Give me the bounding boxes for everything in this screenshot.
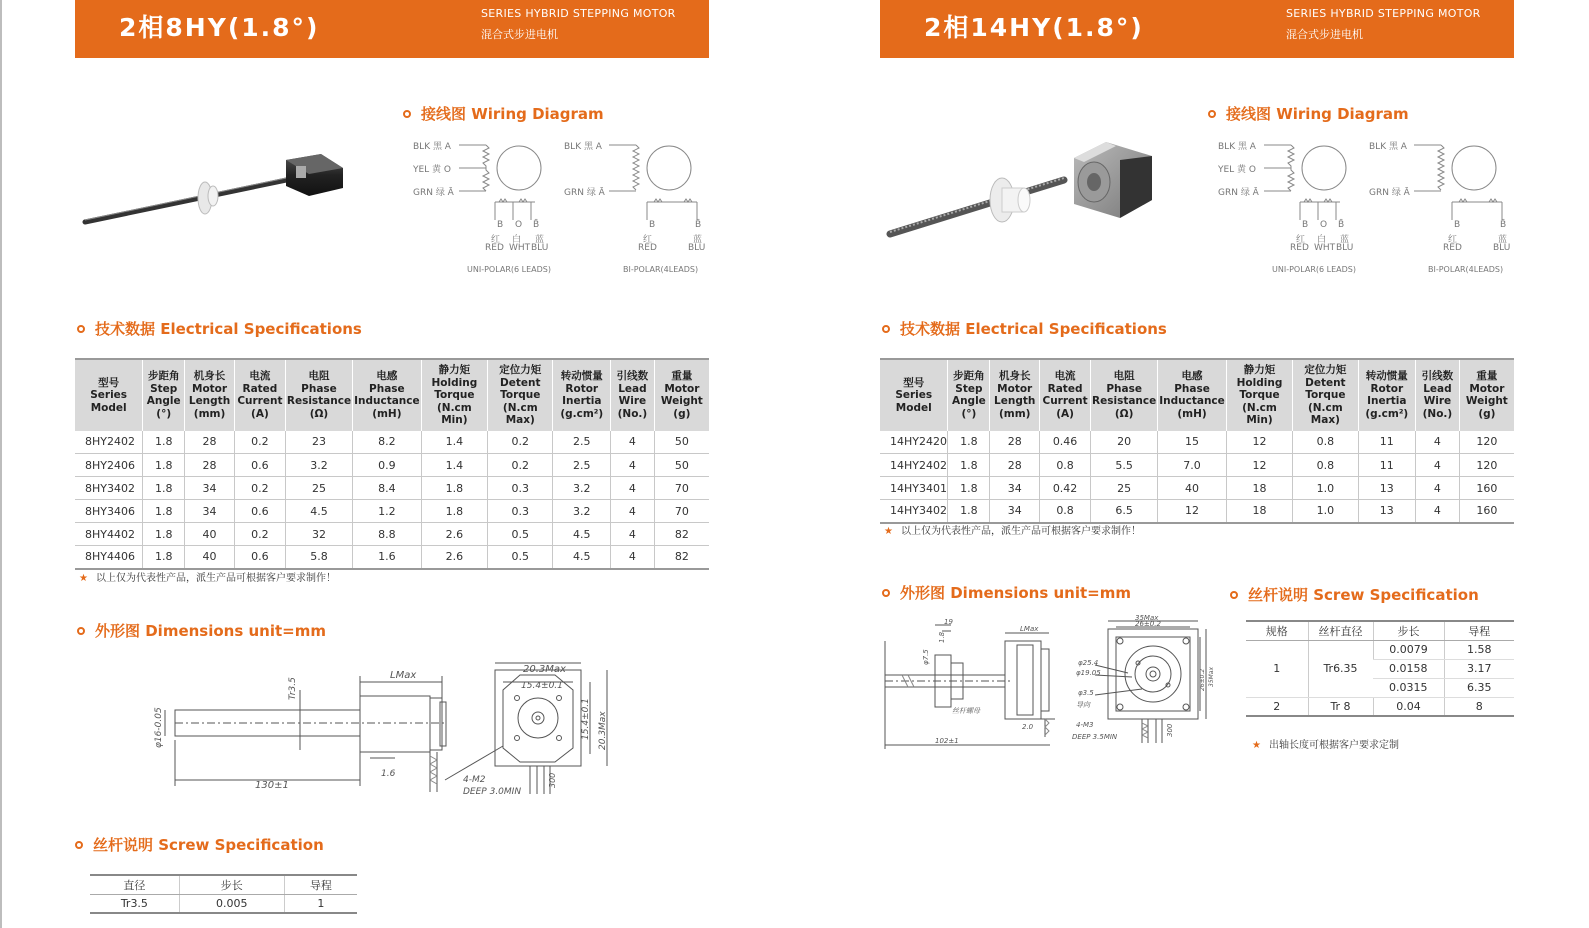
spec-cell: 4 <box>1416 431 1460 454</box>
wire-label-red-cn-bi: 红 <box>643 235 653 245</box>
spec-cell: 50 <box>654 431 709 454</box>
dim-1-8: 1.8 <box>938 631 946 643</box>
page-title: 2相8HY(1.8°) <box>119 13 320 42</box>
model-cell: 8HY3406 <box>75 500 143 523</box>
electrical-spec-table <box>880 358 1514 524</box>
spec-cell: 28 <box>185 431 235 454</box>
screw-diameter-1: Tr6.35 <box>1308 640 1373 697</box>
section-title-screw: 丝杆说明 Screw Specification <box>75 834 324 855</box>
wire-label-blu-cn-bi: 蓝 <box>1498 235 1508 245</box>
spec-cell: 0.46 <box>1040 431 1091 454</box>
spec-cell: 5.8 <box>285 546 352 569</box>
screw-lead: 6.35 <box>1444 678 1514 697</box>
spec-cell: 1.0 <box>1293 477 1358 500</box>
table-row <box>880 500 1514 523</box>
dim-phi35: φ3.5 <box>1078 689 1094 697</box>
table-row <box>90 894 357 913</box>
screw-step: 0.005 <box>179 894 284 913</box>
wire-label-bbar-bi: B̄ <box>1500 220 1507 230</box>
dim-phi7: φ7.5 <box>922 649 930 665</box>
dimension-drawing-8hy <box>145 660 665 800</box>
spec-cell: 4.5 <box>553 523 611 546</box>
wiring-caption-unipolar: UNI-POLAR(6 LEADS) <box>467 265 551 274</box>
wire-label-grn: GRN 绿 Ā <box>1218 188 1259 198</box>
dim-mount-holes: 4-M3 <box>1076 721 1094 729</box>
col-header-inertia: 转动惯量 Rotor Inertia (g.cm²) <box>553 359 611 431</box>
dim-lead-300: 300 <box>548 772 557 788</box>
wire-label-b-bi: B <box>1454 220 1461 230</box>
spec-cell: 1.8 <box>948 454 990 477</box>
spec-cell: 3.2 <box>285 454 352 477</box>
spec-cell: 0.2 <box>488 454 553 477</box>
catalog-page-14hy <box>880 0 1520 928</box>
spec-cell: 1.8 <box>143 454 185 477</box>
dim-length-130: 130±1 <box>255 780 289 791</box>
spec-cell: 4 <box>1416 454 1460 477</box>
col-header-inductance: 电感 Phase Inductance (mH) <box>353 359 422 431</box>
spec-cell: 11 <box>1358 431 1416 454</box>
col-header-model: 型号 Series Model <box>880 359 948 431</box>
spec-cell: 34 <box>990 477 1040 500</box>
wire-label-blu: BLU <box>531 243 549 253</box>
spec-cell: 2.5 <box>553 431 611 454</box>
spec-cell: 4 <box>611 500 655 523</box>
spec-cell: 28 <box>990 431 1040 454</box>
wire-label-b: B <box>497 220 504 230</box>
spec-cell: 160 <box>1459 500 1514 523</box>
spec-cell: 4.5 <box>553 546 611 569</box>
spec-cell: 18 <box>1226 477 1292 500</box>
screw-spec-table <box>90 874 357 914</box>
spec-cell: 0.2 <box>234 523 285 546</box>
wiring-caption-unipolar: UNI-POLAR(6 LEADS) <box>1272 265 1356 274</box>
spec-cell: 0.8 <box>1293 431 1358 454</box>
model-cell: 14HY2402 <box>880 454 948 477</box>
dim-phi1905: φ19.05 <box>1076 669 1101 677</box>
spec-cell: 120 <box>1459 454 1514 477</box>
col-header-lead: 导程 <box>1444 621 1514 640</box>
wiring-caption-bipolar: BI-POLAR(4LEADS) <box>1428 265 1504 274</box>
spec-cell: 40 <box>185 523 235 546</box>
spec-cell: 120 <box>1459 431 1514 454</box>
spec-cell: 4 <box>1416 500 1460 523</box>
dim-shaft-dia: φ16-0.05 <box>154 707 164 748</box>
wiring-diagram <box>409 136 709 281</box>
dim-height-max: 20.3Max <box>598 711 608 750</box>
page-header <box>75 0 709 58</box>
screw-step: 0.0079 <box>1373 640 1444 659</box>
table-row <box>880 454 1514 477</box>
wire-label-blu: BLU <box>1336 243 1354 253</box>
col-header-resistance: 电阻 Phase Resistance (Ω) <box>1091 359 1158 431</box>
section-title-wiring: 接线图 Wiring Diagram <box>1208 103 1409 124</box>
series-label-en: SERIES HYBRID STEPPING MOTOR <box>1286 7 1481 20</box>
spec-cell: 12 <box>1158 500 1227 523</box>
col-header-step: 步长 <box>179 875 284 894</box>
col-header-current: 电流 Rated Current (A) <box>1040 359 1091 431</box>
spec-cell: 0.8 <box>1040 500 1091 523</box>
table-row <box>75 454 709 477</box>
spec-cell: 28 <box>185 454 235 477</box>
spec-cell: 1.4 <box>421 431 487 454</box>
spec-cell: 82 <box>654 546 709 569</box>
spec-cell: 1.8 <box>143 431 185 454</box>
table-row <box>1246 640 1514 659</box>
spec-cell: 34 <box>185 477 235 500</box>
wire-label-blk-bi: BLK 黑 A <box>564 142 602 152</box>
spec-cell: 40 <box>1158 477 1227 500</box>
section-title-dimensions: 外形图 Dimensions unit=mm <box>882 582 1131 603</box>
spec-cell: 70 <box>654 477 709 500</box>
spec-cell: 4 <box>611 546 655 569</box>
wire-label-grn: GRN 绿 Ā <box>413 188 454 198</box>
footnote: ★ 以上仅为代表性产品，派生产品可根据客户要求制作！ <box>884 526 1141 537</box>
wire-label-blu-cn-bi: 蓝 <box>693 235 703 245</box>
spec-cell: 0.8 <box>1293 454 1358 477</box>
wire-label-grn-bi: GRN 绿 Ā <box>564 188 605 198</box>
spec-cell: 12 <box>1226 454 1292 477</box>
col-header-screw-dia: 丝杆直径 <box>1308 621 1373 640</box>
dim-v35: 35Max <box>1208 666 1215 687</box>
wire-label-red: RED <box>1290 243 1309 253</box>
spec-cell: 4 <box>611 477 655 500</box>
dim-height-pitch: 15.4±0.1 <box>581 698 591 740</box>
table-header-row <box>1246 621 1514 640</box>
dim-tr35: Tr3.5 <box>288 677 298 700</box>
spec-cell: 0.3 <box>488 477 553 500</box>
wire-label-red-cn: 红 <box>1296 235 1306 245</box>
screw-step: 0.0158 <box>1373 659 1444 678</box>
col-header-step: 步长 <box>1373 621 1444 640</box>
table-header-row <box>90 875 357 894</box>
dim-v26: 26±0.2 <box>1199 668 1206 691</box>
screw-spec-1: 1 <box>1246 640 1308 697</box>
col-header-lead-wire: 引线数 Lead Wire (No.) <box>611 359 655 431</box>
col-header-holding-torque: 静力矩 Holding Torque (N.cm Min) <box>1226 359 1292 431</box>
spec-cell: 2.5 <box>553 454 611 477</box>
dim-phi254: φ25.4 <box>1078 659 1099 667</box>
spec-cell: 1.8 <box>143 546 185 569</box>
wire-label-red-bi: RED <box>638 243 657 253</box>
spec-cell: 7.0 <box>1158 454 1227 477</box>
screw-footnote: ★ 出轴长度可根据客户要求定制 <box>1252 740 1399 751</box>
spec-cell: 18 <box>1226 500 1292 523</box>
spec-cell: 1.8 <box>421 500 487 523</box>
spec-cell: 1.8 <box>948 431 990 454</box>
spec-cell: 1.6 <box>353 546 422 569</box>
spec-cell: 3.2 <box>553 477 611 500</box>
table-header-row <box>75 359 709 431</box>
table-row <box>75 523 709 546</box>
spec-cell: 6.5 <box>1091 500 1158 523</box>
wiring-caption-bipolar: BI-POLAR(4LEADS) <box>623 265 699 274</box>
wire-label-yel: YEL 黄 O <box>413 165 452 175</box>
wire-label-wht: WHT <box>1314 243 1336 253</box>
col-header-spec: 规格 <box>1246 621 1308 640</box>
spec-cell: 28 <box>990 454 1040 477</box>
dim-mount-holes: 4-M2 <box>463 775 486 785</box>
spec-cell: 0.6 <box>234 500 285 523</box>
spec-cell: 0.5 <box>488 546 553 569</box>
model-cell: 14HY3401 <box>880 477 948 500</box>
section-title-electrical: 技术数据 Electrical Specifications <box>882 318 1167 339</box>
page-edge <box>0 0 2 928</box>
model-cell: 8HY4402 <box>75 523 143 546</box>
spec-cell: 160 <box>1459 477 1514 500</box>
page-header <box>880 0 1514 58</box>
col-header-length: 机身长 Motor Length (mm) <box>990 359 1040 431</box>
dim-35max: 35Max <box>1135 615 1159 622</box>
spec-cell: 1.2 <box>353 500 422 523</box>
spec-cell: 0.42 <box>1040 477 1091 500</box>
wire-label-o: O <box>1320 220 1328 230</box>
section-title-screw: 丝杆说明 Screw Specification <box>1230 584 1479 605</box>
wire-label-b: B <box>1302 220 1309 230</box>
wire-label-wht-cn: 白 <box>512 235 522 245</box>
product-photo-14hy <box>884 130 1164 245</box>
spec-cell: 0.5 <box>488 523 553 546</box>
spec-cell: 5.5 <box>1091 454 1158 477</box>
wire-label-red-cn: 红 <box>491 235 501 245</box>
spec-cell: 1.8 <box>143 523 185 546</box>
dim-1-6: 1.6 <box>381 769 396 779</box>
page-title: 2相14HY(1.8°) <box>924 13 1144 42</box>
wire-label-bbar: B̄ <box>1338 220 1345 230</box>
dim-102: 102±1 <box>935 737 959 745</box>
col-header-length: 机身长 Motor Length (mm) <box>185 359 235 431</box>
wire-label-red-bi: RED <box>1443 243 1462 253</box>
table-row <box>1246 697 1514 716</box>
section-title-wiring: 接线图 Wiring Diagram <box>403 103 604 124</box>
spec-cell: 3.2 <box>553 500 611 523</box>
wire-label-blu-cn: 蓝 <box>535 235 545 245</box>
series-label-en: SERIES HYBRID STEPPING MOTOR <box>481 7 676 20</box>
dim-lmax: LMax <box>390 670 417 681</box>
col-header-inductance: 电感 Phase Inductance (mH) <box>1158 359 1227 431</box>
spec-cell: 1.0 <box>1293 500 1358 523</box>
dimension-drawing-14hy <box>880 615 1215 755</box>
screw-step: 0.0315 <box>1373 678 1444 697</box>
spec-cell: 8.4 <box>353 477 422 500</box>
spec-cell: 4 <box>611 523 655 546</box>
spec-cell: 1.8 <box>143 500 185 523</box>
col-header-holding-torque: 静力矩 Holding Torque (N.cm Min) <box>421 359 487 431</box>
footnote: ★ 以上仅为代表性产品，派生产品可根据客户要求制作！ <box>79 573 336 584</box>
spec-cell: 25 <box>285 477 352 500</box>
dim-hole-depth: DEEP 3.5MIN <box>1072 733 1118 741</box>
col-header-detent-torque: 定位力矩 Detent Torque (N.cm Max) <box>1293 359 1358 431</box>
spec-cell: 11 <box>1358 454 1416 477</box>
wire-label-blu-bi: BLU <box>688 243 706 253</box>
col-header-diameter: 直径 <box>90 875 179 894</box>
wire-label-blu-bi: BLU <box>1493 243 1511 253</box>
table-row <box>75 477 709 500</box>
screw-spec-table <box>1246 620 1514 717</box>
wire-label-red-cn-bi: 红 <box>1448 235 1458 245</box>
col-header-lead: 导程 <box>284 875 357 894</box>
col-header-step-angle: 步距角 Step Angle (°) <box>948 359 990 431</box>
col-header-model: 型号 Series Model <box>75 359 143 431</box>
spec-cell: 34 <box>185 500 235 523</box>
wire-label-blk: BLK 黑 A <box>413 142 451 152</box>
spec-cell: 4.5 <box>285 500 352 523</box>
col-header-weight: 重量 Motor Weight (g) <box>654 359 709 431</box>
col-header-resistance: 电阻 Phase Resistance (Ω) <box>285 359 352 431</box>
spec-cell: 34 <box>990 500 1040 523</box>
spec-cell: 13 <box>1358 477 1416 500</box>
electrical-spec-table <box>75 358 709 570</box>
spec-cell: 0.2 <box>234 431 285 454</box>
spec-cell: 25 <box>1091 477 1158 500</box>
screw-lead: 1 <box>284 894 357 913</box>
section-title-electrical: 技术数据 Electrical Specifications <box>77 318 362 339</box>
spec-cell: 8.2 <box>353 431 422 454</box>
model-cell: 14HY3402 <box>880 500 948 523</box>
spec-cell: 12 <box>1226 431 1292 454</box>
spec-cell: 1.8 <box>948 477 990 500</box>
section-title-dimensions: 外形图 Dimensions unit=mm <box>77 620 326 641</box>
spec-cell: 50 <box>654 454 709 477</box>
catalog-page-8hy <box>75 0 715 928</box>
wire-label-blu-cn: 蓝 <box>1340 235 1350 245</box>
dim-19: 19 <box>944 618 953 626</box>
spec-cell: 0.8 <box>1040 454 1091 477</box>
col-header-step-angle: 步距角 Step Angle (°) <box>143 359 185 431</box>
model-cell: 8HY2402 <box>75 431 143 454</box>
spec-cell: 4 <box>1416 477 1460 500</box>
spec-cell: 40 <box>185 546 235 569</box>
screw-diameter-2: Tr 8 <box>1308 697 1373 716</box>
screw-lead: 8 <box>1444 697 1514 716</box>
spec-cell: 4 <box>611 431 655 454</box>
table-header-row <box>880 359 1514 431</box>
wire-label-yel: YEL 黄 O <box>1218 165 1257 175</box>
dim-width-max: 20.3Max <box>523 664 566 675</box>
col-header-current: 电流 Rated Current (A) <box>234 359 285 431</box>
dim-2-0: 2.0 <box>1022 723 1034 731</box>
spec-cell: 82 <box>654 523 709 546</box>
dim-lmax: LMax <box>1020 625 1039 633</box>
dim-26: 26±0.2 <box>1135 620 1161 628</box>
table-row <box>75 546 709 569</box>
screw-lead: 3.17 <box>1444 659 1514 678</box>
spec-cell: 0.6 <box>234 546 285 569</box>
wire-label-wht: WHT <box>509 243 531 253</box>
dim-guide-label: 导向 <box>1076 701 1090 709</box>
wire-label-grn-bi: GRN 绿 Ā <box>1369 188 1410 198</box>
dim-nut-label: 丝杆螺母 <box>952 707 980 715</box>
spec-cell: 0.6 <box>234 454 285 477</box>
screw-lead: 1.58 <box>1444 640 1514 659</box>
spec-cell: 0.9 <box>353 454 422 477</box>
screw-spec-2: 2 <box>1246 697 1308 716</box>
wire-label-b-bi: B <box>649 220 656 230</box>
wiring-diagram <box>1214 136 1514 281</box>
screw-diameter: Tr3.5 <box>90 894 179 913</box>
series-label-cn: 混合式步进电机 <box>1286 28 1363 41</box>
wire-label-wht-cn: 白 <box>1317 235 1327 245</box>
spec-cell: 0.2 <box>234 477 285 500</box>
model-cell: 8HY4406 <box>75 546 143 569</box>
col-header-inertia: 转动惯量 Rotor Inertia (g.cm²) <box>1358 359 1416 431</box>
spec-cell: 8.8 <box>353 523 422 546</box>
spec-cell: 32 <box>285 523 352 546</box>
wire-label-o: O <box>515 220 523 230</box>
wire-label-bbar: B̄ <box>533 220 540 230</box>
spec-cell: 1.4 <box>421 454 487 477</box>
screw-step: 0.04 <box>1373 697 1444 716</box>
spec-cell: 1.8 <box>948 500 990 523</box>
spec-cell: 4 <box>611 454 655 477</box>
table-row <box>880 477 1514 500</box>
wire-label-red: RED <box>485 243 504 253</box>
spec-cell: 70 <box>654 500 709 523</box>
table-row <box>880 431 1514 454</box>
dim-width-pitch: 15.4±0.1 <box>521 681 563 691</box>
wire-label-blk: BLK 黑 A <box>1218 142 1256 152</box>
model-cell: 8HY2406 <box>75 454 143 477</box>
spec-cell: 15 <box>1158 431 1227 454</box>
wire-label-blk-bi: BLK 黑 A <box>1369 142 1407 152</box>
dim-hole-depth: DEEP 3.0MIN <box>463 787 522 797</box>
model-cell: 8HY3402 <box>75 477 143 500</box>
spec-cell: 2.6 <box>421 523 487 546</box>
table-row <box>75 431 709 454</box>
product-photo-8hy <box>81 148 351 232</box>
col-header-lead-wire: 引线数 Lead Wire (No.) <box>1416 359 1460 431</box>
series-label-cn: 混合式步进电机 <box>481 28 558 41</box>
wire-label-bbar-bi: B̄ <box>695 220 702 230</box>
spec-cell: 1.8 <box>421 477 487 500</box>
table-row <box>75 500 709 523</box>
model-cell: 14HY2420 <box>880 431 948 454</box>
spec-cell: 0.3 <box>488 500 553 523</box>
spec-cell: 0.2 <box>488 431 553 454</box>
col-header-detent-torque: 定位力矩 Detent Torque (N.cm Max) <box>488 359 553 431</box>
dim-lead-300: 300 <box>1166 723 1174 737</box>
spec-cell: 1.8 <box>143 477 185 500</box>
spec-cell: 13 <box>1358 500 1416 523</box>
col-header-weight: 重量 Motor Weight (g) <box>1459 359 1514 431</box>
spec-cell: 2.6 <box>421 546 487 569</box>
spec-cell: 20 <box>1091 431 1158 454</box>
spec-cell: 23 <box>285 431 352 454</box>
